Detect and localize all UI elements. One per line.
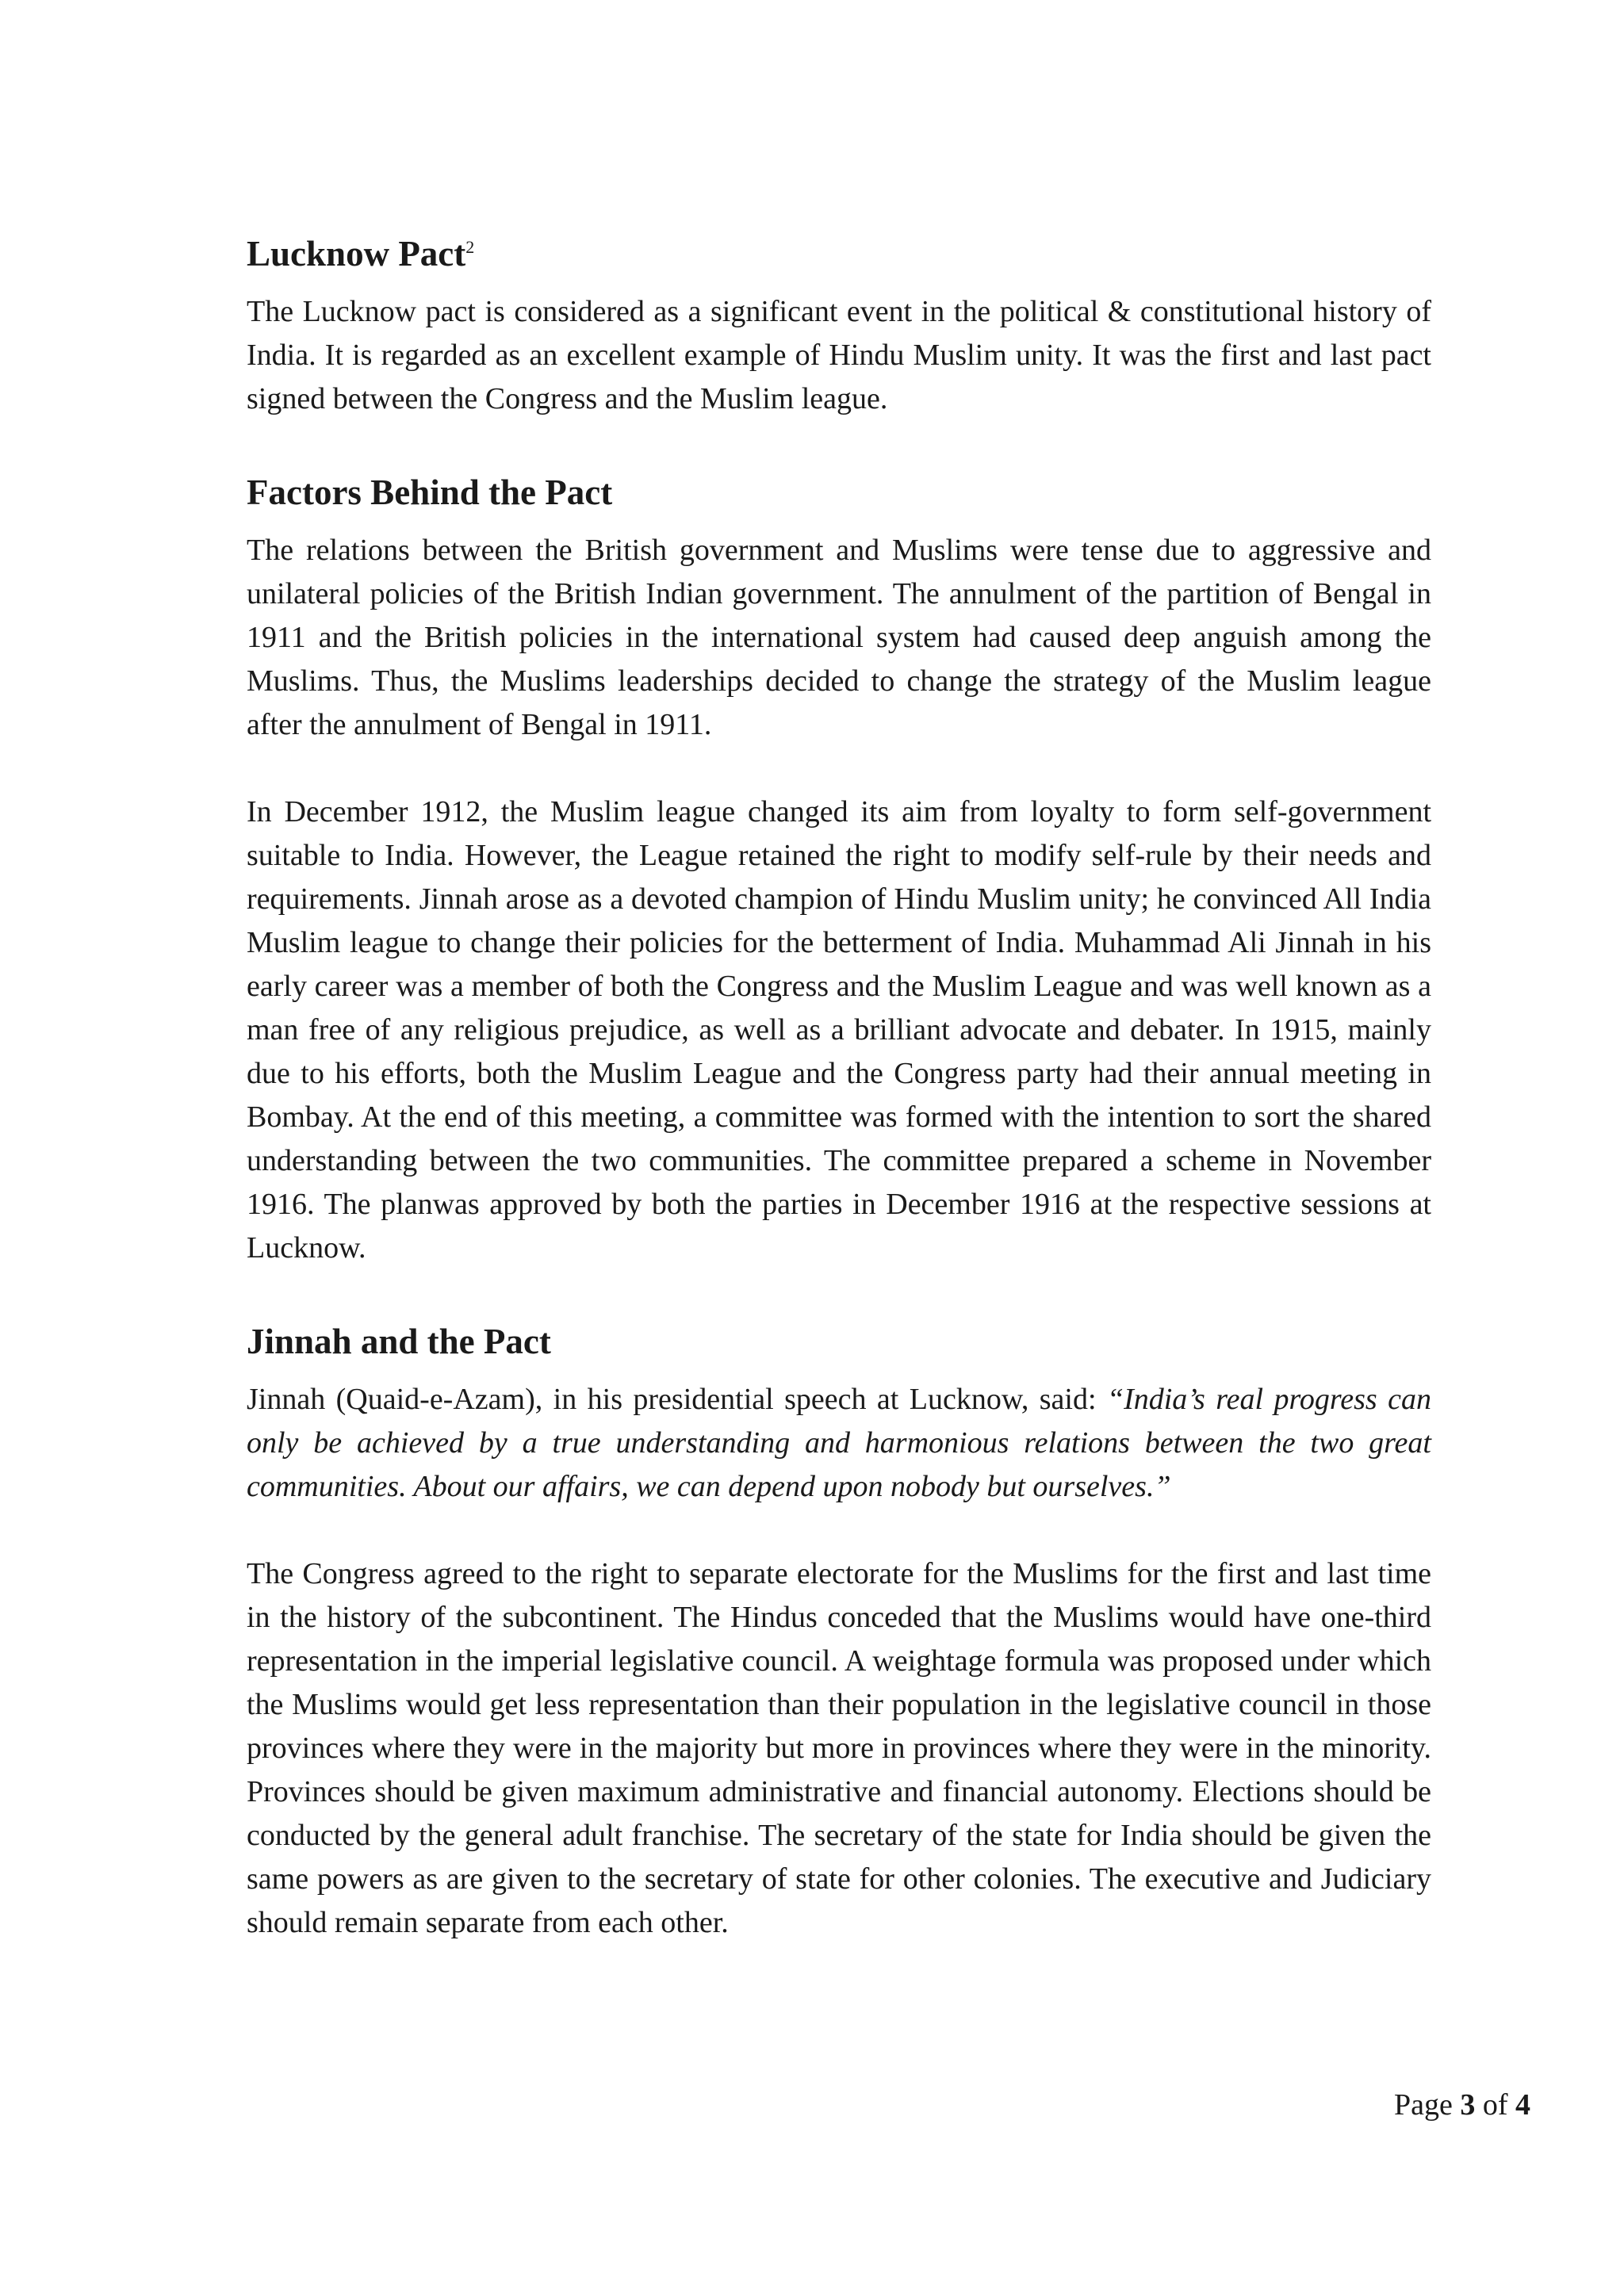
section-factors-behind-pact — [247, 470, 1431, 1270]
paragraph: The Lucknow pact is considered as a significant event in the political & constitutional history of India. It is regarded as an excellent example of Hindu Muslim unity. It was the first and last pact signed between the Congress and the Muslim league. — [247, 295, 1431, 415]
heading-text: Lucknow Pact — [247, 234, 466, 274]
quote-text: “India’s real progress can only be achieved by a true understanding and harmonious relations between the two great communities. About our affairs, we can depend upon nobody but ourselves.” — [247, 1383, 1431, 1503]
page-label: Page — [1393, 2088, 1461, 2122]
section-heading — [247, 232, 1431, 276]
of-label: of — [1475, 2088, 1515, 2122]
paragraph: In December 1912, the Muslim league changed its aim from loyalty to form self-government suitable to India. However, the League retained the right to modify self-rule by their needs and requirements. Jinnah arose as a devoted champion of Hindu Muslim unity; he convinced All India Muslim league to change their policies for the betterment of India. Muhammad Ali Jinnah in his early career was a member of both the Congress and the Muslim League and was well known as a man free of any religious prejudice, as well as a brilliant advocate and debater. In 1915, mainly due to his efforts, both the Muslim League and the Congress party had their annual meeting in Bombay. At the end of this meeting, a committee was formed with the intention to sort the shared understanding between the two communities. The committee prepared a scheme in November 1916. The planwas approved by both the parties in December 1916 at the respective sessions at Lucknow. — [247, 795, 1431, 1265]
current-page: 3 — [1460, 2088, 1476, 2122]
section-heading: Jinnah and the Pact — [247, 1322, 551, 1361]
total-pages: 4 — [1515, 2088, 1530, 2122]
section-heading: Factors Behind the Pact — [247, 473, 613, 512]
section-jinnah-and-pact — [247, 1319, 1431, 1945]
footnote-marker: 2 — [465, 237, 475, 257]
quote-paragraph — [247, 1378, 1431, 1509]
section-lucknow-pact — [247, 232, 1431, 421]
paragraph: The relations between the British government and Muslims were tense due to aggressive and unilateral policies of the British Indian government. The annulment of the partition of Bengal in 1911 and the British policies in the international system had caused deep anguish among the Muslims. Thus, the Muslims leaderships decided to change the strategy of the Muslim league after the annulment of Bengal in 1911. — [247, 534, 1431, 741]
quote-intro: Jinnah (Quaid-e-Azam), in his presidential speech at Lucknow, said: — [247, 1383, 1107, 1416]
page-content — [247, 232, 1431, 1945]
page-number — [1394, 2085, 1530, 2125]
paragraph: The Congress agreed to the right to separate electorate for the Muslims for the first and last time in the history of the subcontinent. The Hindus conceded that the Muslims would have one-third representation in the imperial legislative council. A weightage formula was proposed under which the Muslims would get less representation than their population in the legislative council in those provinces where they were in the majority but more in provinces where they were in the minority. Provinces should be given maximum administrative and financial autonomy. Elections should be conducted by the general adult franchise. The secretary of the state for India should be given the same powers as are given to the secretary of state for other colonies. The executive and Judiciary should remain separate from each other. — [247, 1557, 1431, 1939]
